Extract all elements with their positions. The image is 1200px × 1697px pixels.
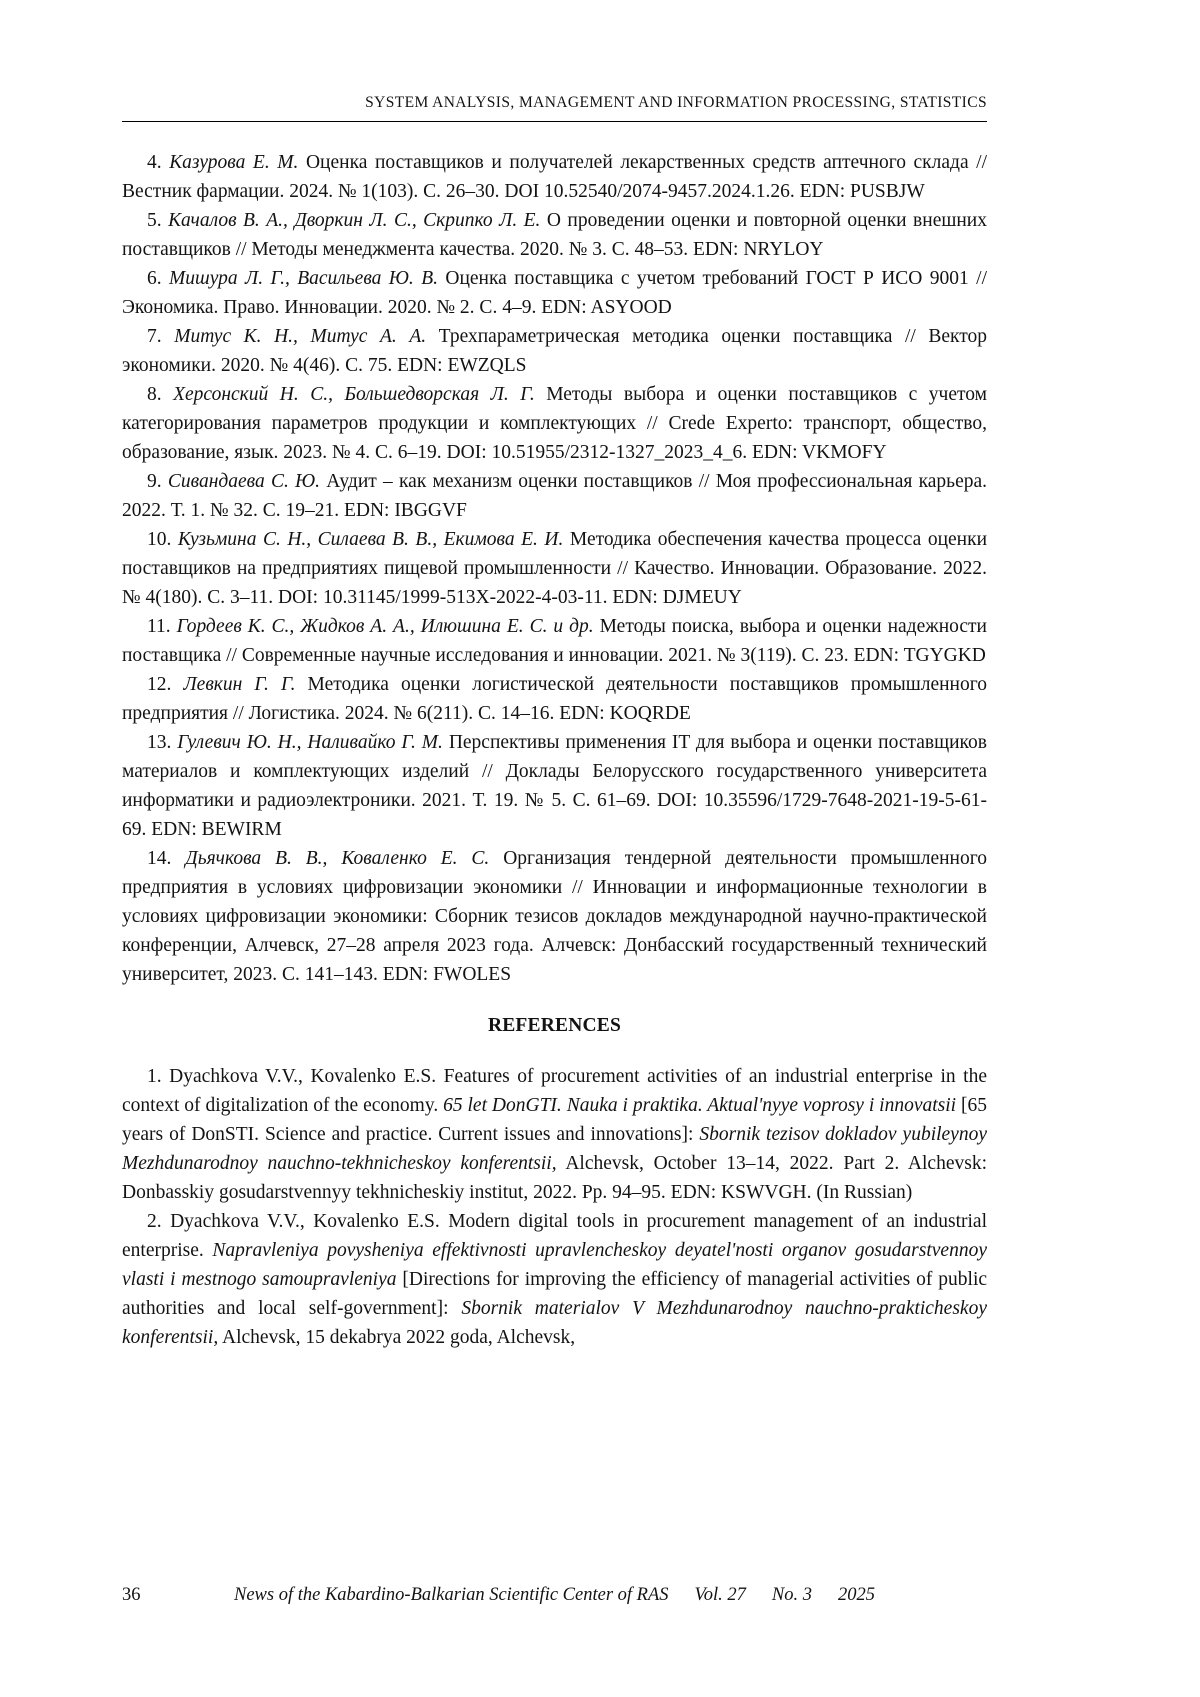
reference-authors: Гордеев К. С., Жидков А. А., Илюшина Е. С. и др. bbox=[176, 616, 594, 637]
journal-title: News of the Kabardino-Balkarian Scientific Center of RAS bbox=[233, 1585, 669, 1605]
reference-text: Перспективы применения IT для выбора и оценки поставщиков материалов и комплектующих изделий // Доклады Белорусского государственного университета информатики и радиоэлектроники. 2021. Т. 19. № 5. С. 61–69. DOI: 10.35596/1729-7648-2021-19-5-61-69. EDN: BEWIRM bbox=[122, 732, 987, 840]
reference-text: Методика обеспечения качества процесса оценки поставщиков на предприятиях пищевой промышленности // Качество. Инновации. Образование. 2022. № 4(180). С. 3–11. DOI: 10.31145/1999-513X-2022-4-03-11. EDN: DJMEUY bbox=[122, 529, 988, 608]
reference-authors: Левкин Г. Г. bbox=[183, 674, 296, 695]
reference-authors: Казурова Е. М. bbox=[169, 152, 299, 173]
reference-lead: 2. Dyachkova V.V., Kovalenko E.S. Modern digital tools in procurement management of an industrial enterprise. bbox=[122, 1211, 987, 1261]
reference-item bbox=[122, 728, 987, 844]
reference-tail: Alchevsk, 15 dekabrya 2022 goda, Alchevsk, bbox=[218, 1327, 576, 1348]
reference-translation: [65 years of DonSTI. Science and practice. Current issues and innovations]: bbox=[122, 1095, 987, 1145]
journal-volume: Vol. 27 bbox=[694, 1585, 746, 1605]
reference-number: 8. bbox=[147, 384, 174, 405]
reference-item bbox=[122, 264, 987, 322]
reference-title-translit: 65 let DonGTI. Nauka i praktika. Aktual'nyye voprosy i innovatsii bbox=[443, 1095, 957, 1116]
reference-text: О проведении оценки и повторной оценки внешних поставщиков // Методы менеджмента качества. 2020. № 3. С. 48–53. EDN: NRYLOY bbox=[122, 210, 987, 260]
reference-text: Методика оценки логистической деятельности поставщиков промышленного предприятия // Логистика. 2024. № 6(211). С. 14–16. EDN: KOQRDE bbox=[122, 674, 988, 724]
reference-item bbox=[122, 467, 987, 525]
reference-title-translit: Napravleniya povysheniya effektivnosti upravlencheskoy deyatel'nosti organov gosudarstvennoy vlasti i mestnogo samoupravleniya bbox=[122, 1240, 987, 1290]
reference-number: 14. bbox=[147, 848, 186, 869]
reference-number: 13. bbox=[147, 732, 178, 753]
reference-tail: Alchevsk, October 13–14, 2022. Part 2. Alchevsk: Donbasskiy gosudarstvennyy tekhnicheskiy institut, 2022. Pp. 94–95. EDN: KSWVGH. (In Russian) bbox=[122, 1153, 987, 1203]
journal-year: 2025 bbox=[838, 1585, 875, 1605]
reference-authors: Качалов В. А., Дворкин Л. С., Скрипко Л. Е. bbox=[168, 210, 541, 231]
reference-number: 12. bbox=[147, 674, 184, 695]
reference-number: 4. bbox=[147, 152, 170, 173]
reference-authors: Гулевич Ю. Н., Наливайко Г. М. bbox=[177, 732, 443, 753]
reference-item bbox=[122, 1207, 987, 1352]
reference-translation: [Directions for improving the efficiency of managerial activities of public authorities and local self-government]: bbox=[122, 1269, 988, 1319]
reference-number: 6. bbox=[147, 268, 170, 289]
reference-number: 5. bbox=[147, 210, 169, 231]
running-head: SYSTEM ANALYSIS, MANAGEMENT AND INFORMATION PROCESSING, STATISTICS bbox=[122, 94, 987, 122]
russian-references-list bbox=[122, 148, 987, 989]
reference-text: Методы выбора и оценки поставщиков с учетом категорирования параметров продукции и комплектующих // Crede Experto: транспорт, общество, образование, язык. 2023. № 4. С. 6–19. DOI: 10.51955/2312-1327_2023_4_6. EDN: VKMOFY bbox=[122, 384, 987, 463]
reference-authors: Херсонский Н. С., Большедворская Л. Г. bbox=[173, 384, 535, 405]
reference-item bbox=[122, 844, 987, 989]
reference-number: 7. bbox=[147, 326, 175, 347]
journal-issue: No. 3 bbox=[771, 1585, 812, 1605]
reference-authors: Сивандаева С. Ю. bbox=[167, 471, 321, 492]
reference-text: Трехпараметрическая методика оценки поставщика // Вектор экономики. 2020. № 4(46). С. 75. EDN: EWZQLS bbox=[122, 326, 987, 376]
reference-authors: Митус К. Н., Митус А. А. bbox=[174, 326, 427, 347]
reference-item bbox=[122, 612, 987, 670]
reference-source-translit: Sbornik materialov V Mezhdunarodnoy nauchno-prakticheskoy konferentsii, bbox=[122, 1298, 987, 1348]
reference-text: Оценка поставщика с учетом требований ГОСТ Р ИСО 9001 // Экономика. Право. Инновации. 2020. № 2. С. 4–9. EDN: ASYOOD bbox=[122, 268, 987, 318]
reference-authors: Кузьмина С. Н., Силаева В. В., Екимова Е. И. bbox=[177, 529, 564, 550]
references-heading: REFERENCES bbox=[487, 1015, 622, 1036]
reference-lead: 1. Dyachkova V.V., Kovalenko E.S. Features of procurement activities of an industrial enterprise in the context of digitalization of the economy. bbox=[122, 1066, 987, 1116]
reference-item bbox=[122, 525, 987, 612]
reference-item bbox=[122, 206, 987, 264]
reference-source-translit: Sbornik tezisov dokladov yubileynoy Mezhdunarodnoy nauchno-tekhnicheskoy konferentsii, bbox=[122, 1124, 987, 1174]
reference-text: Методы поиска, выбора и оценки надежности поставщика // Современные научные исследования и инновации. 2021. № 3(119). С. 23. EDN: TGYGKD bbox=[122, 616, 987, 666]
reference-text: Оценка поставщиков и получателей лекарственных средств аптечного склада // Вестник фармации. 2024. № 1(103). С. 26–30. DOI 10.52540/2074-9457.2024.1.26. EDN: PUSBJW bbox=[122, 152, 988, 202]
english-references-list bbox=[122, 1062, 987, 1352]
journal-line bbox=[122, 1583, 987, 1607]
reference-item bbox=[122, 670, 987, 728]
reference-text: Организация тендерной деятельности промышленного предприятия в условиях цифровизации экономики // Инновации и информационные технологии в условиях цифровизации экономики: Сборник тезисов докладов международной научно-практической конференции, Алчевск, 27–28 апреля 2023 года. Алчевск: Донбасский государственный технический университет, 2023. С. 141–143. EDN: FWOLES bbox=[122, 848, 987, 985]
reference-number: 11. bbox=[147, 616, 177, 637]
reference-item bbox=[122, 380, 987, 467]
reference-item bbox=[122, 148, 987, 206]
reference-number: 10. bbox=[147, 529, 178, 550]
page-footer bbox=[122, 1583, 987, 1607]
reference-authors: Мишура Л. Г., Васильева Ю. В. bbox=[169, 268, 438, 289]
reference-text: Аудит – как механизм оценки поставщиков // Моя профессиональная карьера. 2022. Т. 1. № 32. С. 19–21. EDN: IBGGVF bbox=[122, 471, 988, 521]
reference-authors: Дьячкова В. В., Коваленко Е. С. bbox=[185, 848, 490, 869]
reference-item bbox=[122, 1062, 987, 1207]
reference-item bbox=[122, 322, 987, 380]
reference-number: 9. bbox=[147, 471, 168, 492]
page-number: 36 bbox=[122, 1585, 141, 1605]
